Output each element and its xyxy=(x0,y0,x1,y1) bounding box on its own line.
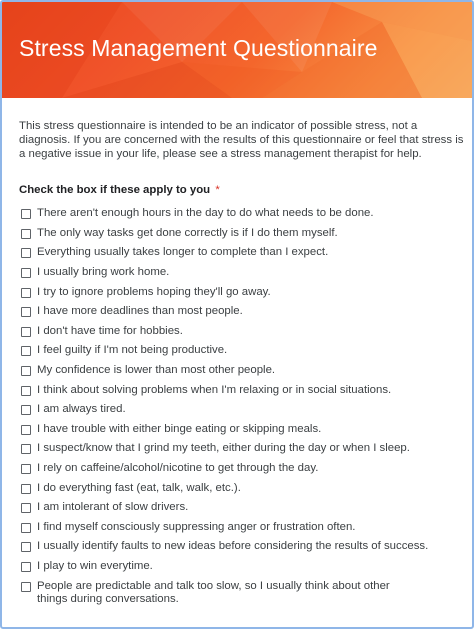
checkbox[interactable] xyxy=(21,307,31,317)
checkbox-option[interactable] xyxy=(21,540,461,553)
checkbox[interactable] xyxy=(21,386,31,396)
checkbox[interactable] xyxy=(21,464,31,474)
checkbox[interactable] xyxy=(21,503,31,513)
checkbox-label: I am intolerant of slow drivers. xyxy=(37,501,189,513)
form-description: This stress questionnaire is intended to be an indicator of possible stress, not a diagnosis. If you are concerned with the results of this questionnaire or feel that stress is a negative issue in your life, please see a stress management therapist for help. xyxy=(19,120,464,160)
checkbox[interactable] xyxy=(21,268,31,278)
checkbox[interactable] xyxy=(21,346,31,356)
checkbox-label: I usually identify faults to new ideas before considering the results of success. xyxy=(37,540,429,552)
question-title xyxy=(19,184,220,196)
checkbox[interactable] xyxy=(21,542,31,552)
checkbox-option[interactable] xyxy=(21,384,461,397)
checkbox-label: I have trouble with either binge eating or skipping meals. xyxy=(37,423,322,435)
checkbox-option[interactable] xyxy=(21,305,461,318)
checkbox[interactable] xyxy=(21,248,31,258)
checkbox-option[interactable] xyxy=(21,344,461,357)
checkbox[interactable] xyxy=(21,288,31,298)
checkbox-label: I suspect/know that I grind my teeth, either during the day or when I sleep. xyxy=(37,442,410,454)
checkbox-option[interactable] xyxy=(21,246,461,259)
checkbox-option[interactable] xyxy=(21,266,461,279)
checkbox-label: I feel guilty if I'm not being productive. xyxy=(37,344,228,356)
checkbox-option[interactable] xyxy=(21,560,461,573)
checkbox-label: I play to win everytime. xyxy=(37,560,153,572)
checkbox-label: I have more deadlines than most people. xyxy=(37,305,243,317)
checkbox-label: I do everything fast (eat, talk, walk, etc.). xyxy=(37,482,241,494)
checkbox-label: There aren't enough hours in the day to do what needs to be done. xyxy=(37,207,374,219)
checkbox-label: I am always tired. xyxy=(37,403,126,415)
checkbox[interactable] xyxy=(21,562,31,572)
checkbox[interactable] xyxy=(21,366,31,376)
checkbox[interactable] xyxy=(21,209,31,219)
checkbox[interactable] xyxy=(21,425,31,435)
checkbox-option[interactable] xyxy=(21,580,461,605)
checkbox[interactable] xyxy=(21,405,31,415)
checkbox-label: The only way tasks get done correctly is if I do them myself. xyxy=(37,227,338,239)
question-text: Check the box if these apply to you xyxy=(19,184,211,196)
checkbox[interactable] xyxy=(21,327,31,337)
checkbox-option[interactable] xyxy=(21,482,461,495)
checkbox-label: My confidence is lower than most other people. xyxy=(37,364,276,376)
checkbox-option[interactable] xyxy=(21,325,461,338)
checkbox-option[interactable] xyxy=(21,364,461,377)
header-banner xyxy=(2,2,472,98)
required-asterisk: * xyxy=(215,184,220,196)
checkbox-option[interactable] xyxy=(21,462,461,475)
checkbox-label: I usually bring work home. xyxy=(37,266,170,278)
checkbox-option[interactable] xyxy=(21,442,461,455)
checkbox[interactable] xyxy=(21,229,31,239)
checkbox-option[interactable] xyxy=(21,403,461,416)
checkbox[interactable] xyxy=(21,523,31,533)
checkbox-option[interactable] xyxy=(21,227,461,240)
checkbox-option[interactable] xyxy=(21,423,461,436)
checkbox[interactable] xyxy=(21,582,31,592)
checkbox[interactable] xyxy=(21,484,31,494)
checkbox-label: People are predictable and talk too slow, so I usually think about other things during conversations. xyxy=(37,580,390,605)
checkbox-label: I think about solving problems when I'm relaxing or in social situations. xyxy=(37,384,392,396)
checkbox-option[interactable] xyxy=(21,286,461,299)
checkbox-option[interactable] xyxy=(21,521,461,534)
form-title: Stress Management Questionnaire xyxy=(19,35,378,61)
checkbox-label: I find myself consciously suppressing anger or frustration often. xyxy=(37,521,356,533)
checkbox[interactable] xyxy=(21,444,31,454)
checkbox-label: I try to ignore problems hoping they'll go away. xyxy=(37,286,271,298)
checkbox-label: I rely on caffeine/alcohol/nicotine to get through the day. xyxy=(37,462,319,474)
checkbox-label: I don't have time for hobbies. xyxy=(37,325,183,337)
checkbox-label: Everything usually takes longer to complete than I expect. xyxy=(37,246,329,258)
checkbox-option[interactable] xyxy=(21,207,461,220)
checkbox-option[interactable] xyxy=(21,501,461,514)
